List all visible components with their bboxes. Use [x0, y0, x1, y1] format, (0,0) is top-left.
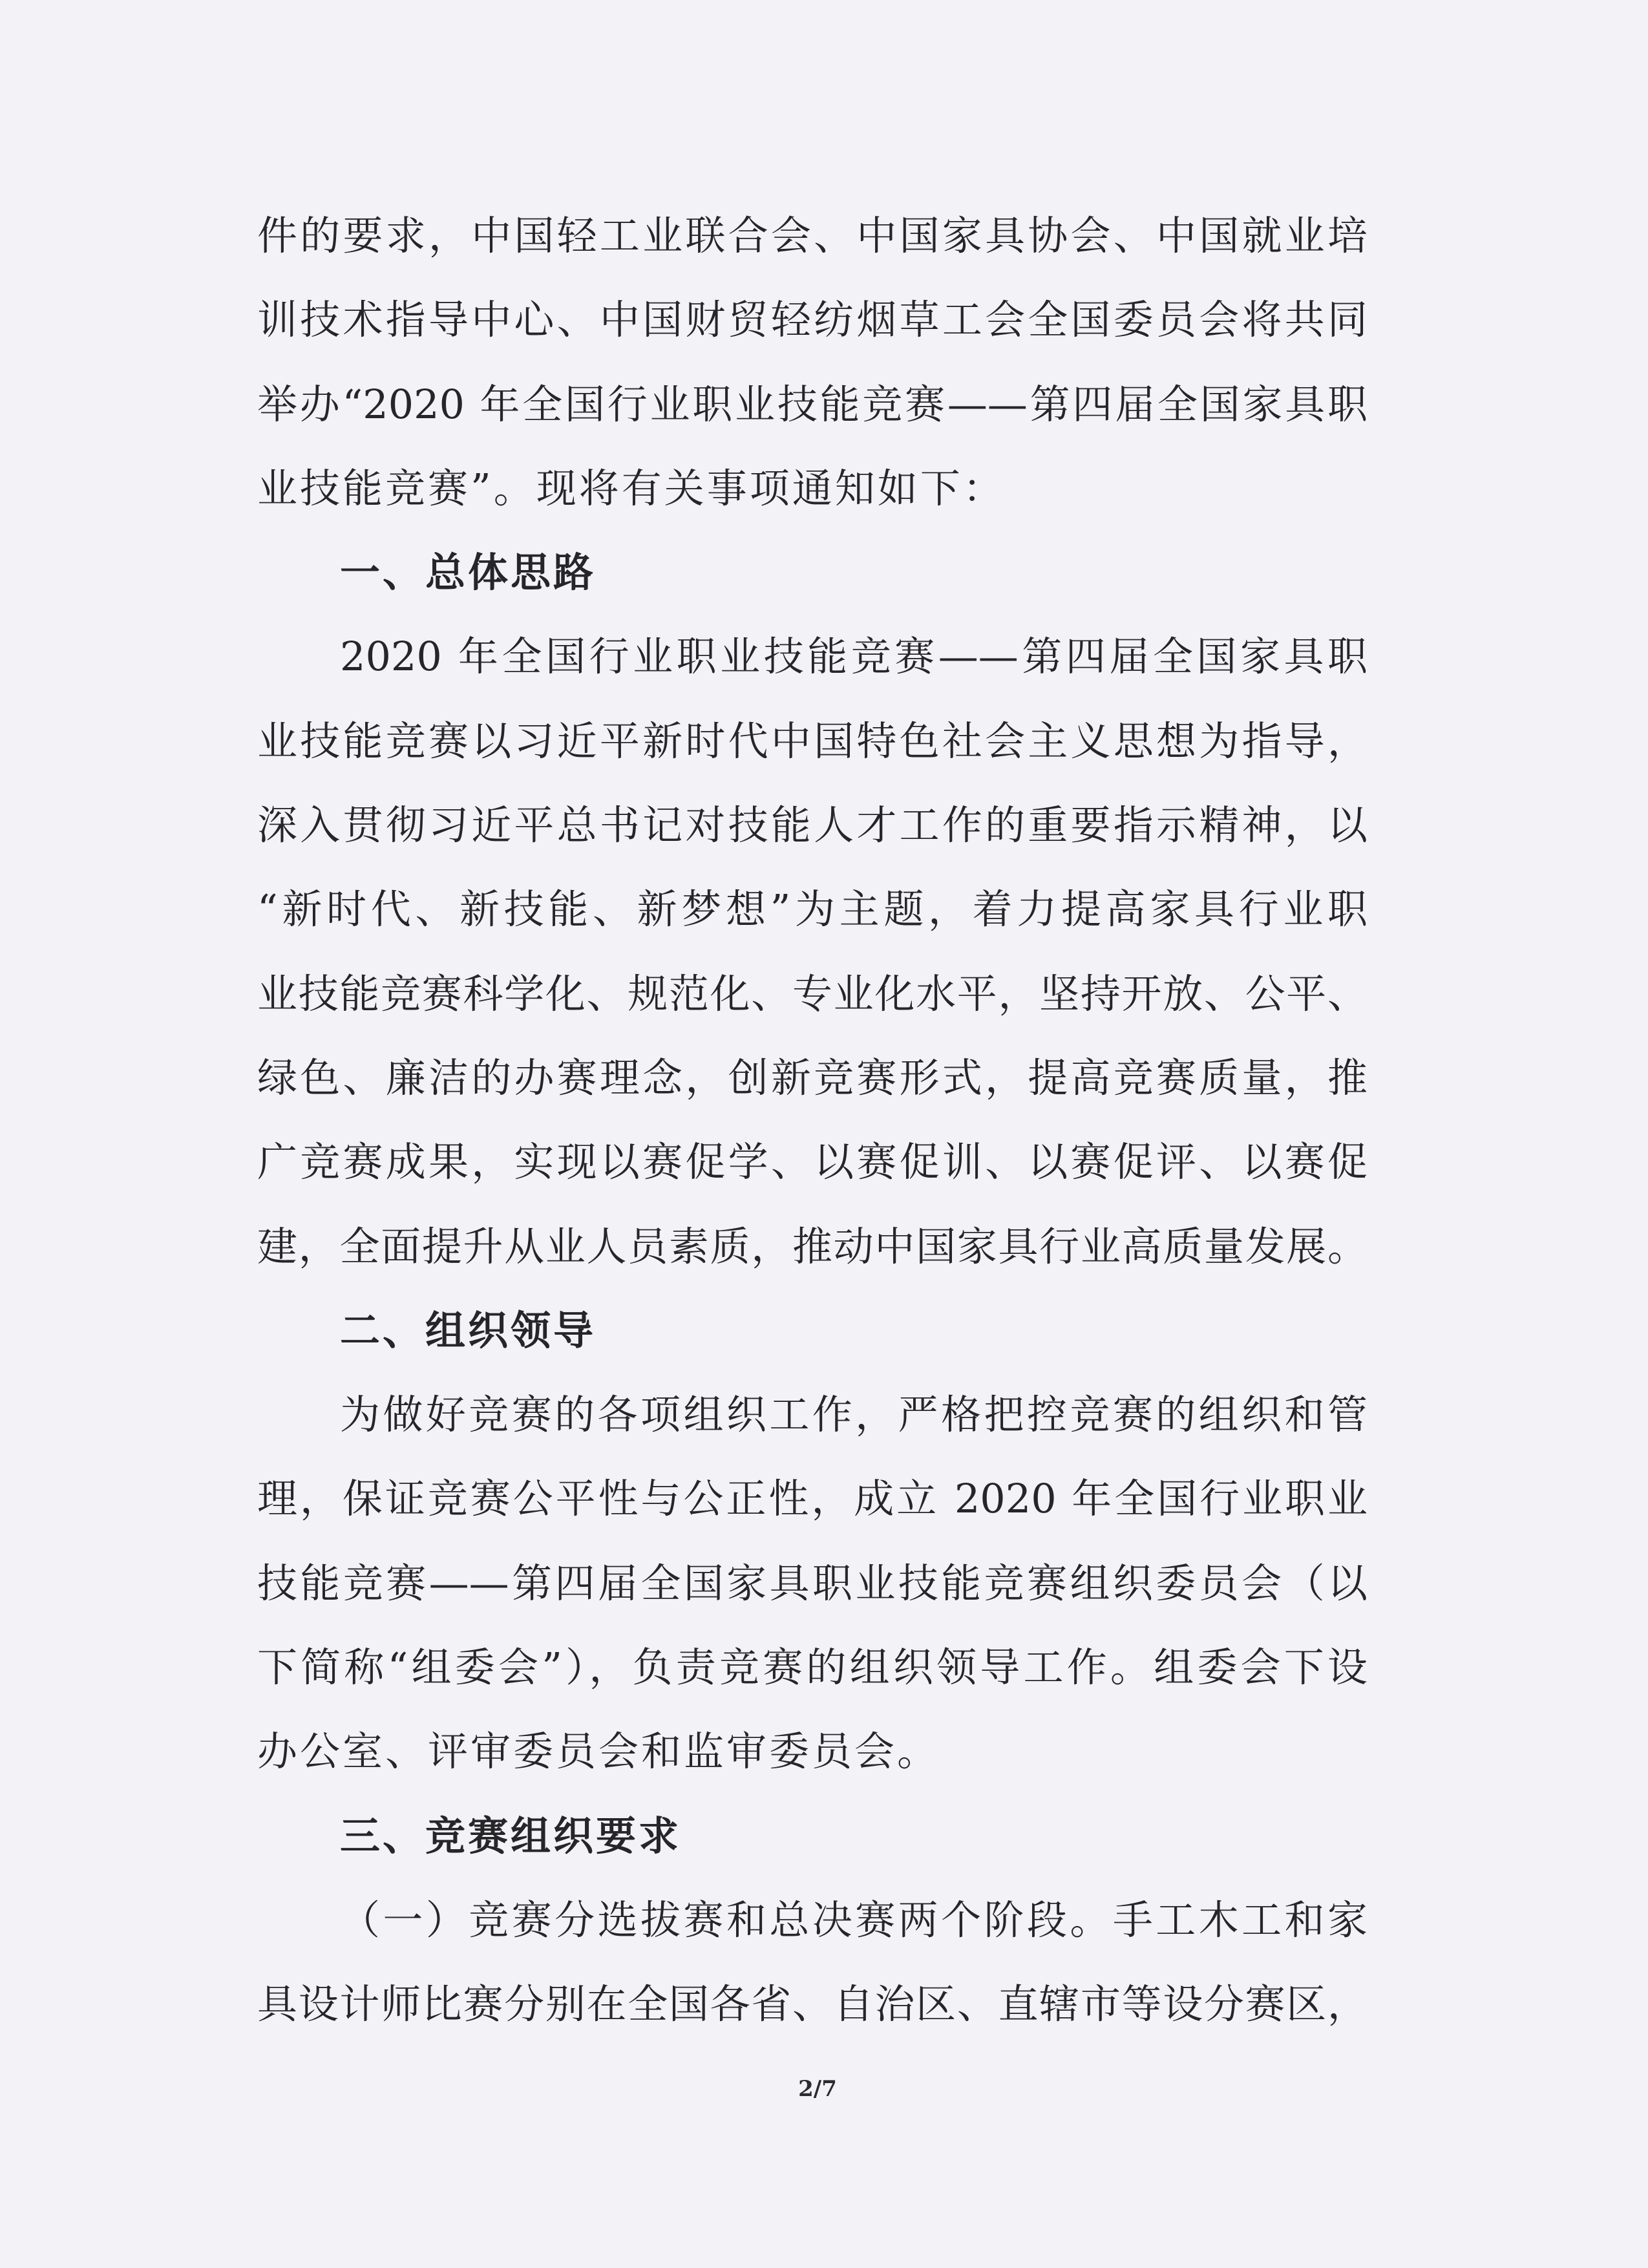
body-line: “新时代、新技能、新梦想”为主题，着力提高家具行业职 [257, 885, 1368, 933]
body-line: 办公室、评审委员会和监审委员会。 [257, 1728, 940, 1775]
body-line: 件的要求，中国轻工业联合会、中国家具协会、中国就业培 [257, 212, 1368, 259]
body-line: 深入贯彻习近平总书记对技能人才工作的重要指示精神，以 [257, 801, 1368, 849]
body-line: 为做好竞赛的各项组织工作，严格把控竞赛的组织和管 [340, 1391, 1368, 1439]
document-body [257, 194, 1368, 2047]
body-line: 具设计师比赛分别在全国各省、自治区、直辖市等设分赛区， [257, 1980, 1368, 2028]
body-line: 建，全面提升从业人员素质，推动中国家具行业高质量发展。 [257, 1222, 1368, 1270]
body-line: 业技能竞赛”。现将有关事项通知如下： [257, 464, 1006, 512]
section-heading-1: 一、总体思路 [340, 549, 597, 597]
body-line: 训技术指导中心、中国财贸轻纺烟草工会全国委员会将共同 [257, 296, 1368, 344]
body-line: （一）竞赛分选拔赛和总决赛两个阶段。手工木工和家 [340, 1896, 1368, 1944]
body-line: 绿色、廉洁的办赛理念，创新竞赛形式，提高竞赛质量，推 [257, 1054, 1368, 1101]
body-line: 广竞赛成果，实现以赛促学、以赛促训、以赛促评、以赛促 [257, 1138, 1368, 1186]
body-line: 技能竞赛——第四届全国家具职业技能竞赛组织委员会（以 [257, 1559, 1368, 1607]
section-heading-3: 三、竞赛组织要求 [340, 1812, 682, 1860]
body-line: 理，保证竞赛公平性与公正性，成立 2020 年全国行业职业 [257, 1475, 1368, 1523]
body-line: 业技能竞赛科学化、规范化、专业化水平，坚持开放、公平、 [257, 970, 1368, 1017]
body-line: 2020 年全国行业职业技能竞赛——第四届全国家具职 [340, 633, 1368, 681]
body-line: 下简称“组委会”），负责竞赛的组织领导工作。组委会下设 [257, 1644, 1368, 1691]
page-number: 2/7 [798, 2076, 837, 2102]
section-heading-2: 二、组织领导 [340, 1306, 597, 1354]
body-line: 业技能竞赛以习近平新时代中国特色社会主义思想为指导， [257, 717, 1368, 765]
body-line: 举办“2020 年全国行业职业技能竞赛——第四届全国家具职 [257, 380, 1368, 428]
